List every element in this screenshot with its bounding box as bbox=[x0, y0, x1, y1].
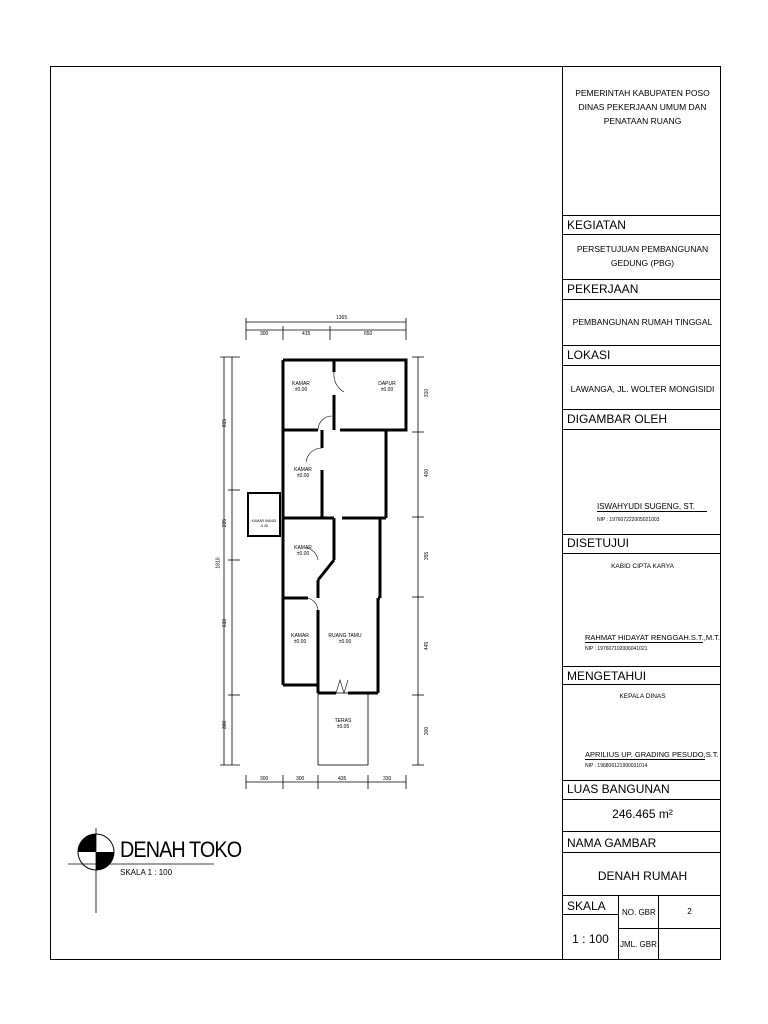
divider bbox=[563, 215, 721, 216]
divider bbox=[563, 799, 721, 800]
dim-right-5: 300 bbox=[424, 726, 431, 736]
dim-bottom-4: 330 bbox=[383, 776, 392, 782]
room-name: KAMAR MANDI bbox=[251, 519, 277, 523]
digambar-nip: NIP : 197607222005021003 bbox=[597, 517, 660, 523]
mengetahui-nip: NIP : 196806121990031014 bbox=[585, 763, 648, 769]
divider bbox=[563, 429, 721, 430]
dim-left-1: 815 bbox=[222, 418, 229, 428]
jml-gbr-label: JML. GBR bbox=[620, 940, 657, 949]
dim-bottom-2: 300 bbox=[296, 776, 305, 782]
divider bbox=[563, 914, 618, 915]
dim-right-1: 310 bbox=[424, 388, 431, 398]
dim-left-4: 300 bbox=[222, 720, 229, 730]
room-level: ±0.00 bbox=[294, 387, 308, 393]
room-level: ±0.00 bbox=[293, 639, 307, 645]
room-name: DAPUR bbox=[378, 381, 396, 387]
divider bbox=[618, 928, 721, 929]
skala-label: SKALA bbox=[567, 899, 606, 913]
digambar-name: ISWAHYUDI SUGENG, ST. bbox=[597, 502, 707, 512]
room-name: RUANG TAMU bbox=[328, 633, 362, 639]
pekerjaan-label: PEKERJAAN bbox=[567, 282, 639, 296]
digambar-label: DIGAMBAR OLEH bbox=[567, 412, 668, 426]
org-line-3: PENATAAN RUANG bbox=[603, 116, 682, 126]
skala-value: 1 : 100 bbox=[572, 932, 609, 946]
dim-bottom-1: 300 bbox=[260, 776, 269, 782]
divider bbox=[563, 666, 721, 667]
disetujui-nip: NIP : 197607102006041021 bbox=[585, 646, 648, 652]
divider bbox=[563, 409, 721, 410]
divider bbox=[563, 234, 721, 235]
dim-bottom-3: 435 bbox=[338, 776, 347, 782]
room-name: KAMAR bbox=[292, 381, 310, 387]
lokasi-value: LAWANGA, JL. WOLTER MONGISIDI bbox=[570, 384, 715, 394]
no-gbr-label: NO. GBR bbox=[622, 908, 656, 917]
mengetahui-label: MENGETAHUI bbox=[567, 669, 647, 683]
kegiatan-line-2: GEDUNG (PBG) bbox=[610, 258, 675, 268]
dim-top-total: 1365 bbox=[336, 315, 348, 321]
mengetahui-name: APRILIUS UP. GRADING PESUDO,S.T. bbox=[585, 750, 719, 759]
disetujui-title: KABID CIPTA KARYA bbox=[611, 563, 674, 570]
divider bbox=[563, 553, 721, 554]
dim-left-3: 610 bbox=[222, 618, 229, 628]
dim-left-total: 1810 bbox=[215, 557, 222, 569]
disetujui-name: RAHMAT HIDAYAT RENGGAH.S.T.,M.T. bbox=[585, 633, 721, 642]
title-block bbox=[562, 66, 721, 960]
pekerjaan-value: PEMBANGUNAN RUMAH TINGGAL bbox=[572, 317, 713, 327]
room-name: KAMAR bbox=[294, 545, 312, 551]
room-level: -0.05 bbox=[260, 524, 268, 528]
room-level: ±0.00 bbox=[296, 473, 310, 479]
lokasi-label: LOKASI bbox=[567, 348, 611, 362]
disetujui-label: DISETUJUI bbox=[567, 536, 630, 550]
dim-top-2: 415 bbox=[302, 331, 311, 337]
org-line-1: PEMERINTAH KABUPATEN POSO bbox=[575, 88, 710, 98]
nama-gambar-label: NAMA GAMBAR bbox=[567, 836, 657, 850]
room-level: ±0.00 bbox=[338, 639, 352, 645]
divider bbox=[563, 895, 721, 896]
kegiatan-value bbox=[563, 242, 722, 270]
dim-top-3: 650 bbox=[364, 331, 373, 337]
divider bbox=[563, 852, 721, 853]
nama-gambar-value: DENAH RUMAH bbox=[597, 869, 688, 883]
luas-label: LUAS BANGUNAN bbox=[567, 782, 670, 796]
luas-value: 246.465 m² bbox=[612, 807, 673, 821]
room-level: ±0.05 bbox=[336, 724, 350, 730]
room-level: ±0.00 bbox=[296, 551, 310, 557]
dim-left-2: 235 bbox=[222, 518, 229, 528]
drawing-title: DENAH TOKO bbox=[120, 837, 242, 862]
drawing-scale: SKALA 1 : 100 bbox=[120, 868, 173, 877]
org-line-2: DINAS PEKERJAAN UMUM DAN bbox=[578, 102, 707, 112]
room-name: KAMAR bbox=[294, 467, 312, 473]
divider bbox=[563, 299, 721, 300]
divider bbox=[563, 684, 721, 685]
room-name: TERAS bbox=[334, 718, 352, 724]
divider bbox=[563, 831, 721, 832]
dim-right-3: 355 bbox=[424, 551, 431, 561]
room-name: KAMAR bbox=[291, 633, 309, 639]
divider bbox=[563, 365, 721, 366]
no-gbr-value: 2 bbox=[687, 907, 692, 916]
dim-top-1: 300 bbox=[260, 331, 269, 337]
kegiatan-label: KEGIATAN bbox=[567, 218, 626, 232]
mengetahui-title: KEPALA DINAS bbox=[619, 693, 666, 700]
dim-right-2: 400 bbox=[424, 468, 431, 478]
room-level: ±0.00 bbox=[380, 387, 394, 393]
kegiatan-line-1: PERSETUJUAN PEMBANGUNAN bbox=[576, 244, 709, 254]
dim-right-4: 445 bbox=[424, 641, 431, 651]
divider bbox=[563, 279, 721, 280]
org-header bbox=[563, 86, 722, 128]
divider bbox=[563, 345, 721, 346]
